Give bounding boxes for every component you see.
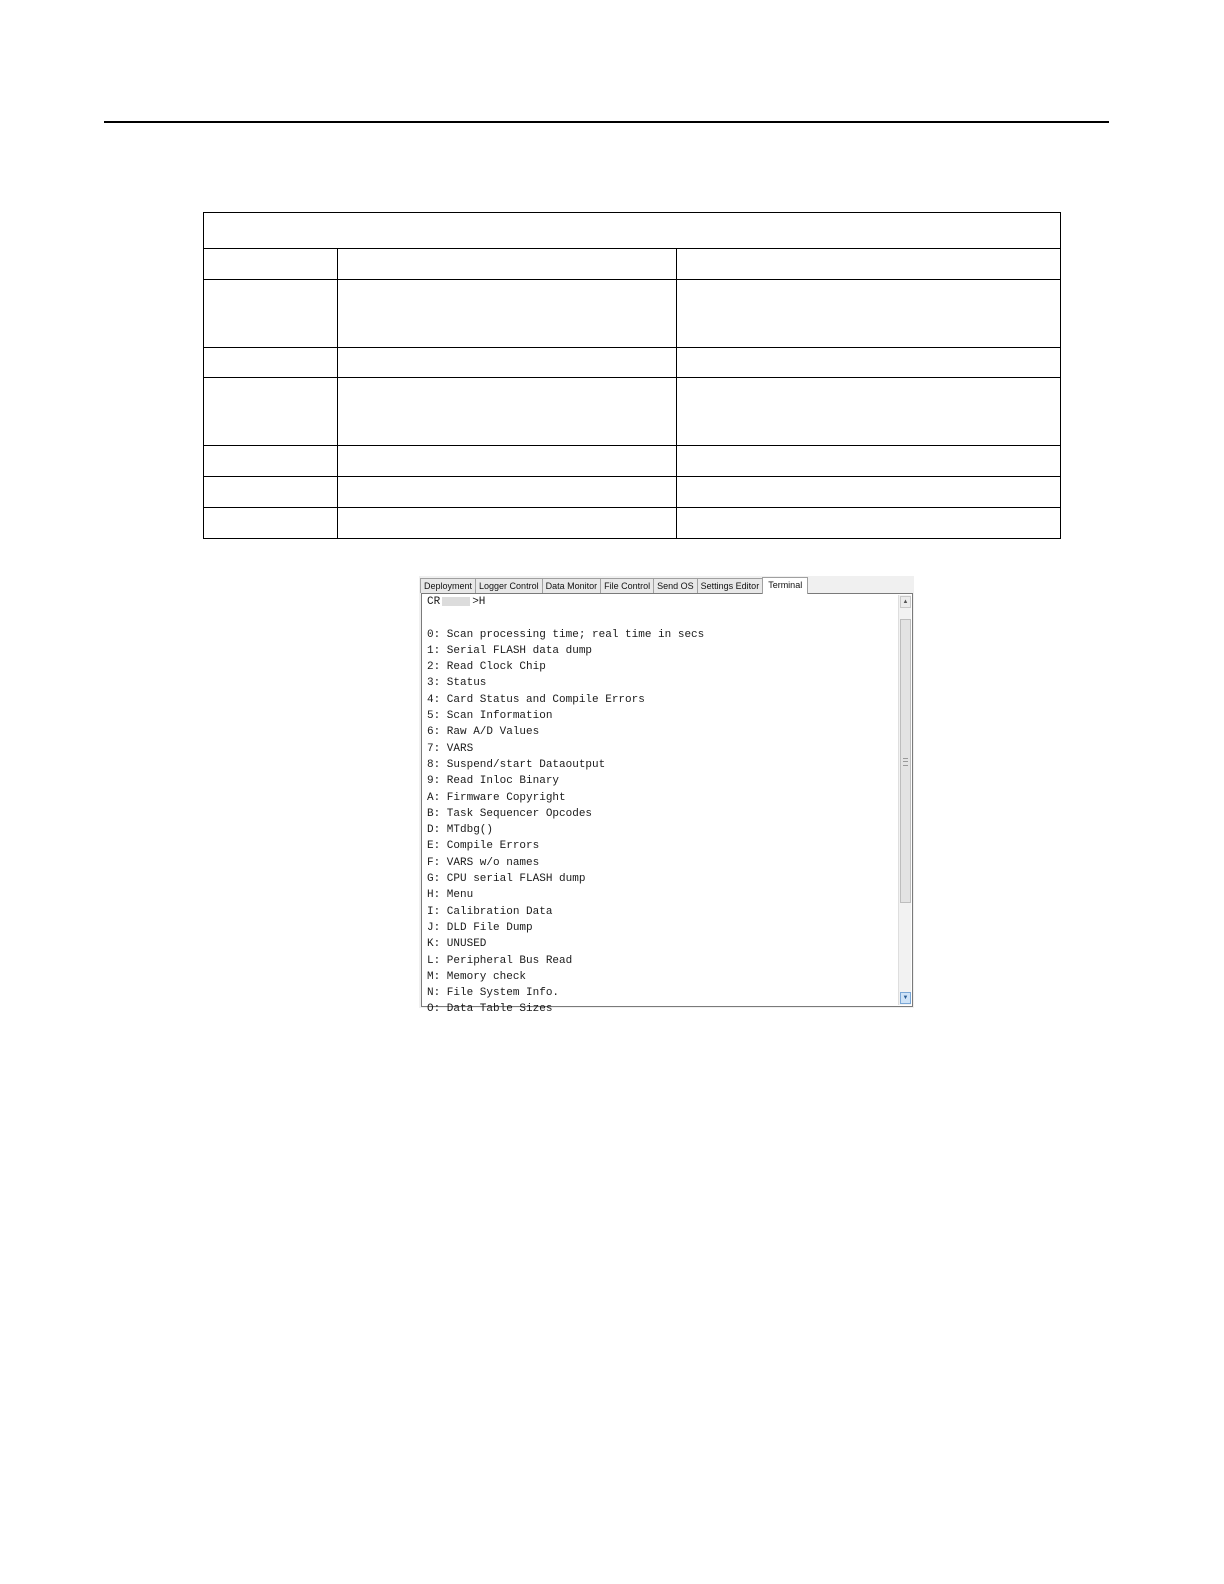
table-cell [677,249,1061,280]
table-cell [204,249,338,280]
menu-line: 7: VARS [427,742,474,755]
menu-line: L: Peripheral Bus Read [427,954,573,967]
table-row [204,280,1061,348]
menu-line: 3: Status [427,677,487,690]
menu-line: 0: Scan processing time; real time in secs [427,628,705,641]
table-title-cell [204,213,1061,249]
menu-line: B: Task Sequencer Opcodes [427,807,593,820]
table-cell [677,280,1061,348]
grip-icon [903,758,908,766]
tab-send-os[interactable]: Send OS [653,578,698,593]
menu-line: J: DLD File Dump [427,921,533,934]
redacted-block [442,597,470,606]
table-row [204,446,1061,477]
table-cell [338,508,677,539]
table-cell [204,378,338,446]
table-row [204,477,1061,508]
menu-line: M: Memory check [427,970,527,983]
table-row [204,508,1061,539]
table-cell [204,508,338,539]
menu-line: 4: Card Status and Compile Errors [427,693,645,706]
table-cell [677,508,1061,539]
scroll-down-icon[interactable]: ▼ [900,992,911,1004]
blank-line [427,610,897,626]
menu-line: O: Data Table Sizes [427,1003,553,1016]
scroll-up-icon[interactable]: ▲ [900,596,911,608]
menu-line: 8: Suspend/start Dataoutput [427,758,606,771]
menu-line: D: MTdbg() [427,824,494,837]
prompt-prefix: CR [427,596,441,608]
prompt-command: >H [472,596,486,608]
table-cell [338,378,677,446]
table-row [204,378,1061,446]
terminal-text [427,594,897,1018]
menu-line: A: Firmware Copyright [427,791,566,804]
menu-line: H: Menu [427,889,474,902]
table-cell [338,477,677,508]
table-cell [677,477,1061,508]
terminal-screenshot [419,576,914,1016]
menu-line: N: File System Info. [427,987,560,1000]
tab-bar [420,577,807,593]
table-cell [204,446,338,477]
menu-line: G: CPU serial FLASH dump [427,873,586,886]
menu-line: K: UNUSED [427,938,487,951]
vertical-scrollbar[interactable] [898,595,911,1005]
table-cell [204,348,338,378]
tab-data-monitor[interactable]: Data Monitor [542,578,602,593]
blank-table [203,212,1061,539]
menu-line: 1: Serial FLASH data dump [427,644,593,657]
table-cell [204,477,338,508]
tab-file-control[interactable]: File Control [600,578,654,593]
tab-settings-editor[interactable]: Settings Editor [697,578,764,593]
scroll-thumb[interactable] [900,619,911,903]
menu-line: 6: Raw A/D Values [427,726,540,739]
table-cell [204,280,338,348]
tab-logger-control[interactable]: Logger Control [475,578,543,593]
prompt-line [427,594,897,610]
terminal-output[interactable] [421,593,913,1016]
table-cell [677,348,1061,378]
menu-line: 5: Scan Information [427,710,553,723]
menu-list [427,627,897,1018]
table-cell [338,249,677,280]
menu-line: 2: Read Clock Chip [427,661,546,674]
menu-line: F: VARS w/o names [427,856,540,869]
header-rule [104,121,1109,123]
table-cell [677,446,1061,477]
table-header-row [204,249,1061,280]
tab-terminal[interactable]: Terminal [762,577,808,594]
menu-line: E: Compile Errors [427,840,540,853]
table-cell [677,378,1061,446]
tab-deployment[interactable]: Deployment [420,578,476,593]
table-cell [338,280,677,348]
menu-line: I: Calibration Data [427,905,553,918]
menu-line: 9: Read Inloc Binary [427,775,560,788]
table-title-row [204,213,1061,249]
table-cell [338,348,677,378]
table-row [204,348,1061,378]
table-cell [338,446,677,477]
